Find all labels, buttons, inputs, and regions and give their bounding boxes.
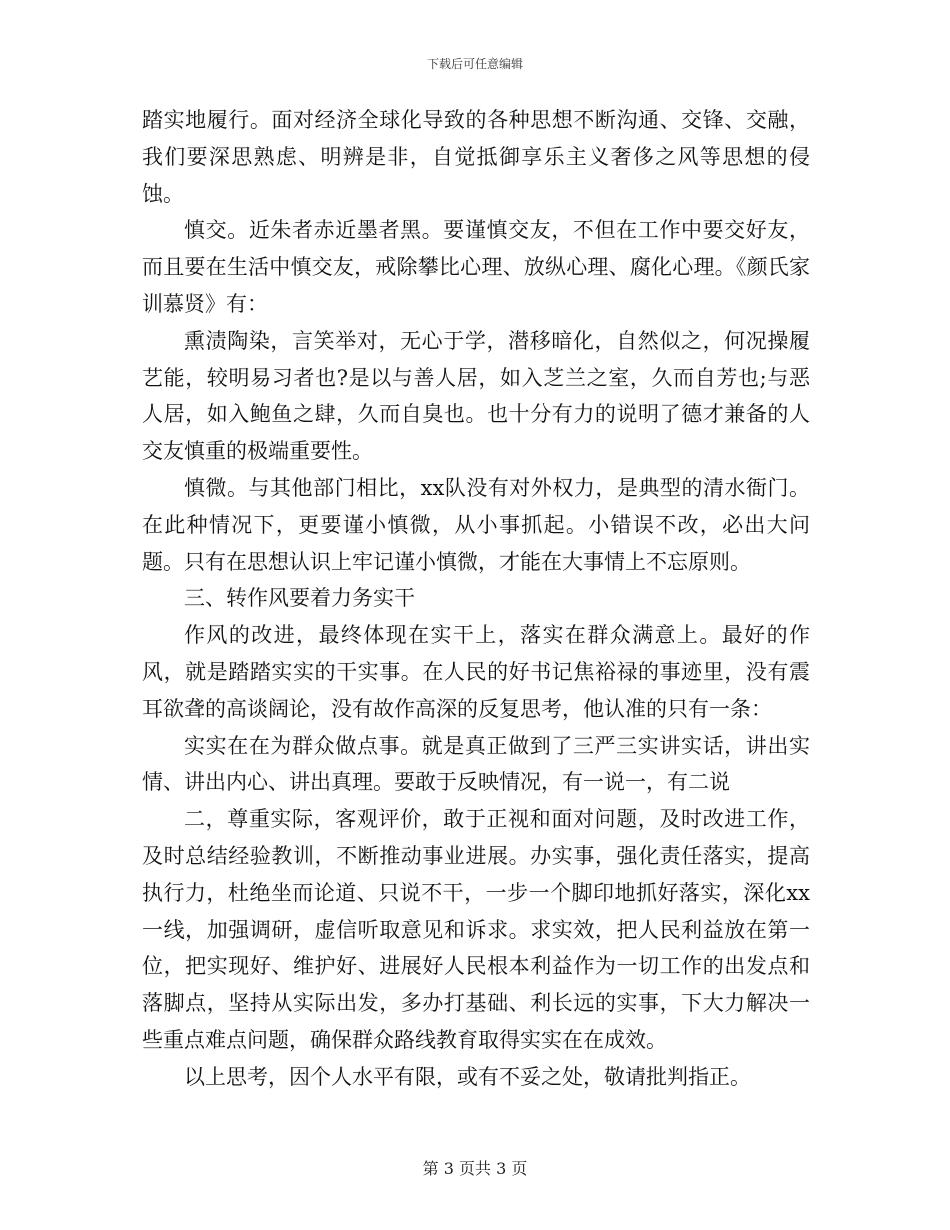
page-number: 第 3 页共 3 页 — [422, 1159, 528, 1178]
page-header-note: 下载后可任意编辑 — [426, 57, 523, 71]
paragraph: 二，尊重实际，客观评价，敢于正视和面对问题，及时改进工作，及时总结经验教训，不断推动事业进展。办实事，强化责任落实，提高执行力，杜绝坐而论道、只说不干，一步一个脚印地抓好落实，深化xx一线，加强调研，虚信听取意见和诉求。求实效，把人民利益放在第一位，把实现好、维护好、进展好人民根本利益作为一切工作的出发点和落脚点，坚持从实际出发，多办打基础、利长远的实事，下大力解决一些重点难点问题，确保群众路线教育取得实实在在成效。 — [142, 807, 810, 1052]
paragraph: 慎微。与其他部门相比，xx队没有对外权力，是典型的清水衙门。在此种情况下，更要谨小慎微，从小事抓起。小错误不改，必出大问题。只有在思想认识上牢记谨小慎微，才能在大事情上不忘原则。 — [142, 475, 810, 574]
paragraph: 以上思考，因个人水平有限，或有不妥之处，敬请批判指正。 — [184, 1064, 751, 1089]
paragraph: 慎交。近朱者赤近墨者黑。要谨慎交友，不但在工作中要交好友，而且要在生活中慎交友，戒除攀比心理、放纵心理、腐化心理。《颜氏家训慕贤》有： — [142, 218, 810, 316]
paragraph: 熏渍陶染，言笑举对，无心于学，潜移暗化，自然似之，何况操履艺能，较明易习者也?是以与善人居，如入芝兰之室，久而自芳也;与恶人居，如入鲍鱼之肆，久而自臭也。也十分有力的说明了德才兼备的人交友慎重的极端重要性。 — [142, 328, 810, 464]
section-heading: 三、转作风要着力务实干 — [184, 586, 415, 611]
document-body — [142, 102, 810, 1096]
paragraph: 实实在在为群众做点事。就是真正做到了三严三实讲实话，讲出实情、讲出内心、讲出真理。要敢于反映情况，有一说一，有二说 — [142, 733, 810, 795]
paragraph: 作风的改进，最终体现在实干上，落实在群众满意上。最好的作风，就是踏踏实实的干实事。在人民的好书记焦裕禄的事迹里，没有震耳欲聋的高谈阔论，没有故作高深的反复思考，他认准的只有一条： — [142, 623, 810, 721]
paragraph: 踏实地履行。面对经济全球化导致的各种思想不断沟通、交锋、交融，我们要深思熟虑、明辨是非，自觉抵御享乐主义奢侈之风等思想的侵蚀。 — [142, 108, 810, 206]
